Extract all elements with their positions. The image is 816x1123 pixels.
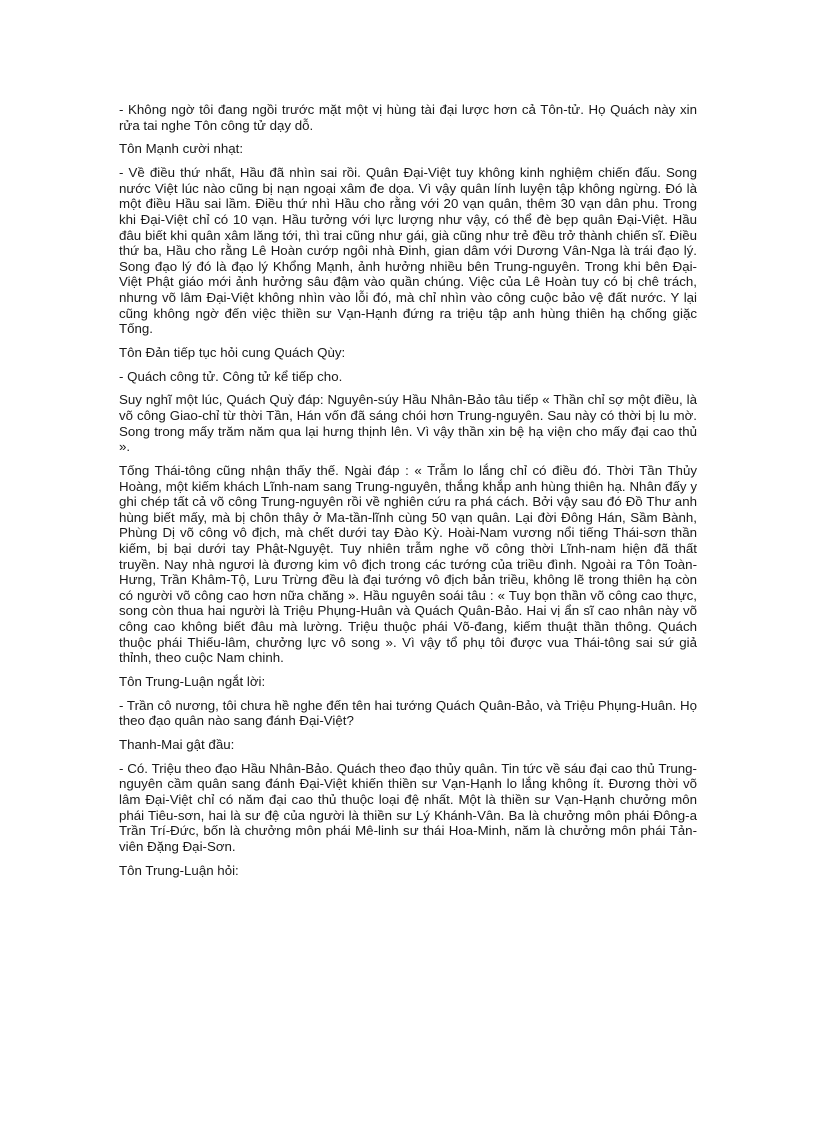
- paragraph: Thanh-Mai gật đầu:: [119, 737, 235, 753]
- paragraph: Tống Thái-tông cũng nhận thấy thế. Ngài đáp : « Trẫm lo lắng chỉ có điều đó. Thời Tần Thủy Hoàng, một kiếm khách Lĩnh-nam sang Trung-nguyên, thắng khắp anh hùng thiên hạ. Nhân đấy y ghi chép tất cả võ công Trung-nguyên rồi về nghiên cứu ra phá cách. Bởi vậy sau đó Đồ Thư anh hùng biết mấy, mà bị chôn thây ở Ma-tần-lĩnh cùng 50 vạn quân. Lại đời Đông Hán, Sầm Bành, Phùng Dị võ công vô địch, mà chết dưới tay Đào Kỳ. Hoài-Nam vương nổi tiếng Thái-sơn thần kiếm, bị bại dưới tay Phật-Nguyệt. Tuy nhiên trẫm nghe võ công thời Lĩnh-nam hiện đã thất truyền. Nay nhà ngươi là đương kim vô địch trong các tướng của triều đình. Ngoài ra Tôn Toàn-Hưng, Trần Khâm-Tộ, Lưu Trừng đều là đại tướng vô địch bản triều, không lẽ trong thiên hạ còn có người võ công cao hơn nữa chăng ». Hầu nguyên soái tâu : « Tuy bọn thần võ công cao thực, song còn thua hai người là Triệu Phụng-Huân và Quách Quân-Bảo. Hai vị ẩn sĩ cao nhân này võ công cao không biết đâu mà lường. Triệu thuộc phái Võ-đang, kiếm thuật thần thông. Quách thuộc phái Thiếu-lâm, chưởng lực vô song ». Vì vậy tổ phụ tôi được vua Thái-tông sai sứ giả thỉnh, theo cuộc Nam chinh.: [119, 463, 697, 666]
- paragraph: Tôn Đản tiếp tục hỏi cung Quách Qùy:: [119, 344, 346, 360]
- paragraph: - Quách công tử. Công tử kể tiếp cho.: [119, 368, 343, 384]
- paragraph: Tôn Trung-Luận hỏi:: [119, 862, 239, 878]
- paragraph: Tôn Mạnh cười nhạt:: [119, 141, 244, 157]
- paragraph: Tôn Trung-Luận ngắt lời:: [119, 673, 266, 689]
- paragraph: - Trần cô nương, tôi chưa hề nghe đến tên hai tướng Quách Quân-Bảo, và Triệu Phụng-Huân. Họ theo đạo quân nào sang đánh Đại-Việt?: [119, 697, 697, 729]
- paragraph: - Không ngờ tôi đang ngồi trước mặt một vị hùng tài đại lược hơn cả Tôn-tử. Họ Quách này xin rửa tai nghe Tôn công tử dạy dỗ.: [119, 102, 697, 133]
- paragraph: Suy nghĩ một lúc, Quách Quỳ đáp: Nguyên-súy Hầu Nhân-Bảo tâu tiếp « Thần chỉ sợ một điều, là võ công Giao-chỉ từ thời Tần, Hán vốn đã sáng chói hơn Trung-nguyên. Sau này có thời bị lu mờ. Song trong mấy trăm năm qua lại hưng thịnh lên. Vì vậy thần xin bệ hạ viện cho mấy đại cao thủ ».: [119, 392, 697, 455]
- paragraph: - Về điều thứ nhất, Hầu đã nhìn sai rồi. Quân Đại-Việt tuy không kinh nghiệm chiến đấu. Song nước Việt lúc nào cũng bị nạn ngoại xâm đe dọa. Vì vậy quân lính luyện tập không ngừng. Đó là một điều Hầu sai lầm. Điều thứ nhì Hầu cho rằng với 20 vạn quân, thêm 30 vạn dân phu. Trong khi Đại-Việt chỉ có 10 vạn. Hầu tưởng với lực lượng như vậy, có thể đè bẹp quân Đại-Việt. Hầu đâu biết khi quân xâm lăng tới, thì trai cũng như gái, già cũng như trẻ đều trở thành chiến sĩ. Điều thứ ba, Hầu cho rằng Lê Hoàn cướp ngôi nhà Đinh, gian dâm với Dương Vân-Nga là trái đạo lý. Song đạo lý đó là đạo lý Khổng Mạnh, ảnh hưởng nhiều bên Trung-nguyên. Trong khi bên Đại-Việt Phật giáo mới ảnh hưởng sâu đậm vào quần chúng. Việc của Lê Hoàn tuy có bị chê trách, nhưng võ lâm Đại-Việt không nhìn vào lỗi đó, mà chỉ nhìn vào công cuộc bảo vệ đất nước. Y lại cũng không ngờ đến việc thiền sư Vạn-Hạnh đứng ra triệu tập anh hùng thiên hạ chống giặc Tống.: [119, 165, 697, 337]
- paragraph: - Có. Triệu theo đạo Hầu Nhân-Bảo. Quách theo đạo thủy quân. Tin tức về sáu đại cao thủ Trung-nguyên cầm quân sang đánh Đại-Việt khiến thiền sư Vạn-Hạnh lo lắng không ít. Đương thời võ lâm Đại-Việt chỉ có năm đại cao thủ thuộc loại đệ nhất. Một là thiền sư Vạn-Hạnh chưởng môn phái Tiêu-sơn, hai là sư đệ của người là thiền sư Lý Khánh-Vân. Ba là chưởng môn phái Đông-a Trần Trí-Đức, bốn là chưởng môn phái Mê-linh sư thái Hoa-Minh, năm là chưởng môn phái Tản-viên Đặng Đại-Sơn.: [119, 760, 697, 854]
- text-body: [119, 102, 697, 886]
